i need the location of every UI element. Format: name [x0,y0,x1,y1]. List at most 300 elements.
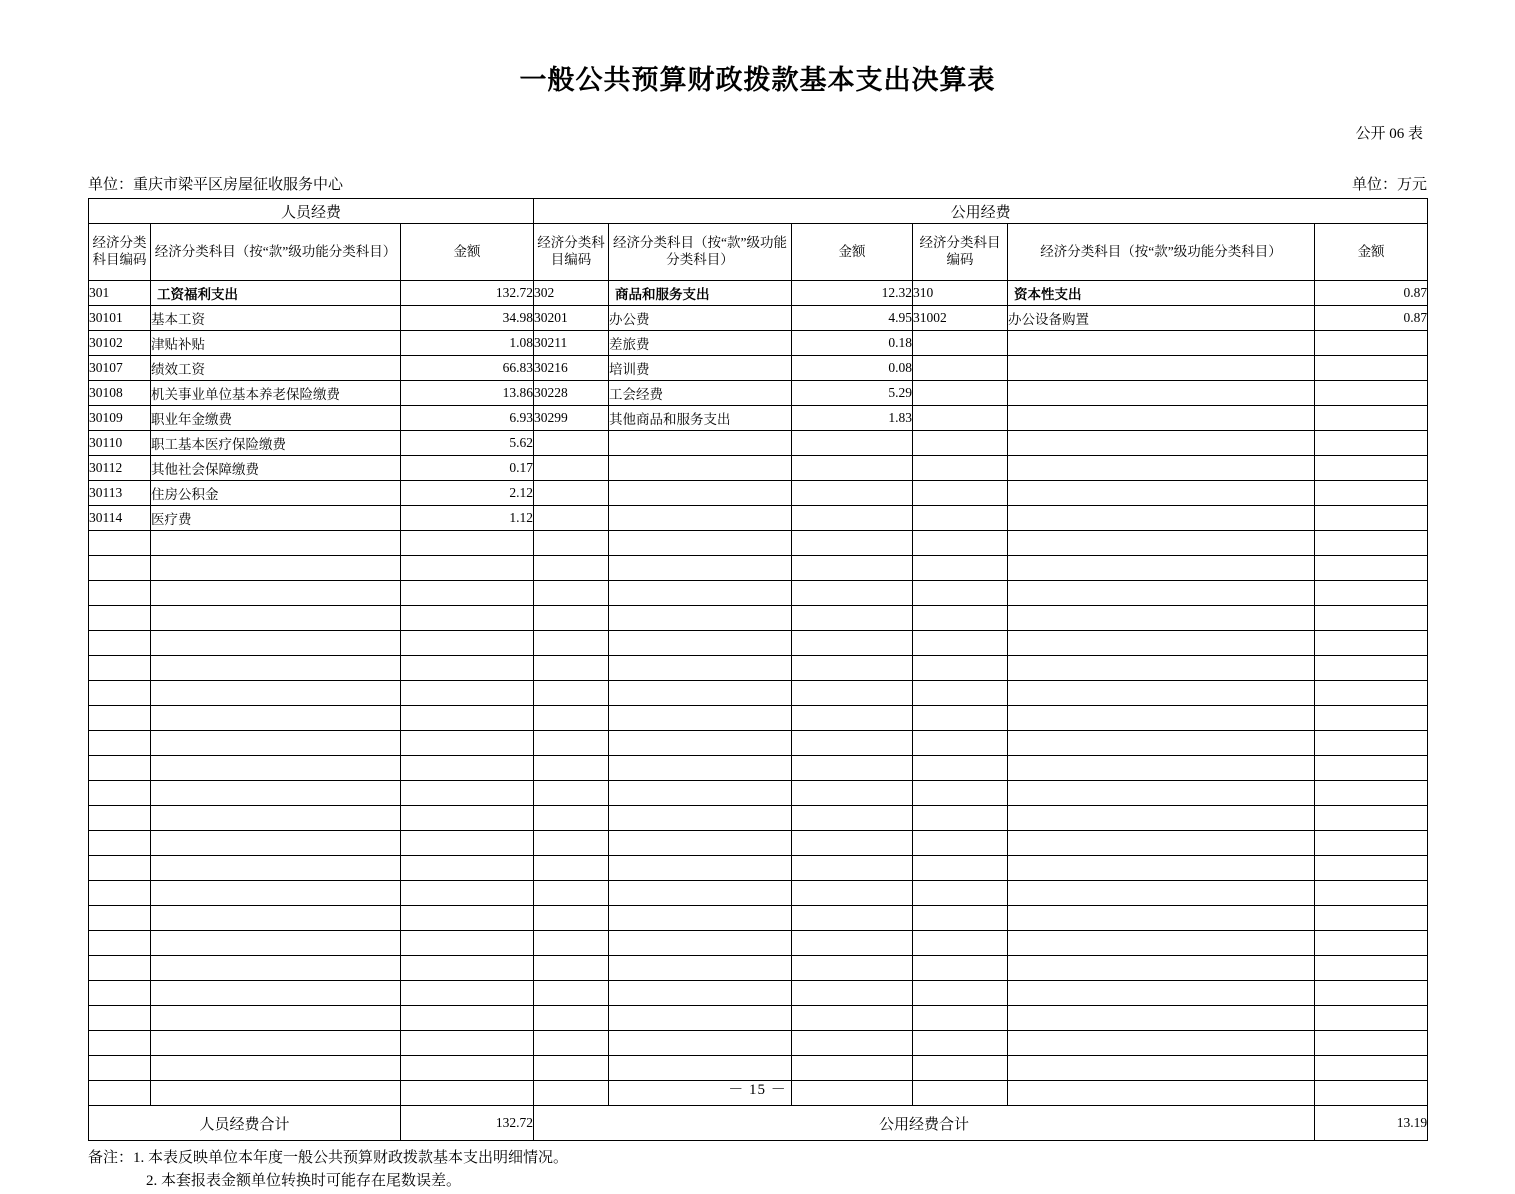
cell-public-a-amount [792,581,913,606]
cell-personnel-code: 30101 [89,306,151,331]
cell-public-b-code [913,556,1008,581]
cell-public-a-code [534,956,609,981]
cell-public-b-amount [1315,756,1428,781]
cell-public-b-name [1008,606,1315,631]
cell-public-a-amount [792,956,913,981]
form-code: 公开 06 表 [1355,126,1423,142]
header-amount-1: 金额 [401,224,534,281]
cell-public-b-amount [1315,1006,1428,1031]
amount-unit-label: 单位：万元 [1351,177,1427,193]
cell-public-b-code [913,806,1008,831]
cell-personnel-name [151,856,401,881]
cell-public-a-name [609,806,792,831]
cell-personnel-amount [401,556,534,581]
cell-public-b-code: 31002 [913,306,1008,331]
cell-public-b-amount [1315,406,1428,431]
cell-public-a-amount: 0.08 [792,356,913,381]
cell-personnel-name [151,906,401,931]
cell-public-a-code [534,456,609,481]
cell-public-a-name [609,781,792,806]
cell-personnel-code [89,806,151,831]
cell-public-b-name [1008,781,1315,806]
cell-personnel-amount [401,856,534,881]
cell-public-a-code [534,1031,609,1056]
cell-personnel-code [89,1006,151,1031]
table-row [89,281,1428,306]
cell-personnel-name [151,1056,401,1081]
cell-public-a-code [534,756,609,781]
cell-public-b-amount [1315,631,1428,656]
cell-public-a-name [609,831,792,856]
table-row [89,1031,1428,1056]
cell-personnel-amount [401,681,534,706]
group-header-personnel: 人员经费 [89,199,534,224]
cell-public-a-code [534,856,609,881]
table-row [89,831,1428,856]
cell-public-b-amount [1315,956,1428,981]
cell-personnel-name [151,731,401,756]
cell-personnel-code [89,1056,151,1081]
cell-personnel-code [89,656,151,681]
cell-public-b-name [1008,531,1315,556]
cell-public-b-amount: 0.87 [1315,281,1428,306]
cell-public-b-amount [1315,431,1428,456]
cell-personnel-name [151,881,401,906]
cell-personnel-code [89,556,151,581]
table-row [89,731,1428,756]
cell-public-a-amount [792,456,913,481]
cell-personnel-code [89,756,151,781]
cell-public-b-name [1008,1056,1315,1081]
cell-personnel-code [89,631,151,656]
cell-public-b-name [1008,381,1315,406]
table-row [89,706,1428,731]
table-row [89,856,1428,881]
table-row [89,631,1428,656]
cell-public-b-amount [1315,831,1428,856]
cell-public-b-amount [1315,856,1428,881]
cell-personnel-amount [401,1006,534,1031]
cell-public-b-amount [1315,506,1428,531]
table-row [89,1056,1428,1081]
group-header-row [89,199,1428,224]
header-code-2: 经济分类科目编码 [534,224,609,281]
cell-public-a-name [609,556,792,581]
cell-personnel-amount [401,906,534,931]
cell-personnel-code: 30108 [89,381,151,406]
page-title: 一般公共预算财政拨款基本支出决算表 [519,65,996,95]
cell-public-b-amount [1315,1056,1428,1081]
cell-personnel-amount: 6.93 [401,406,534,431]
cell-public-b-amount [1315,606,1428,631]
cell-personnel-code [89,781,151,806]
cell-personnel-code [89,956,151,981]
cell-public-a-name [609,706,792,731]
cell-public-b-amount [1315,656,1428,681]
cell-public-a-name: 其他商品和服务支出 [609,406,792,431]
table-row [89,406,1428,431]
cell-public-b-code [913,331,1008,356]
cell-public-a-amount [792,831,913,856]
cell-public-a-code [534,431,609,456]
cell-public-b-amount [1315,881,1428,906]
cell-personnel-name [151,606,401,631]
cell-public-a-code [534,731,609,756]
cell-personnel-amount: 5.62 [401,431,534,456]
cell-public-b-code [913,681,1008,706]
cell-public-a-code [534,656,609,681]
cell-personnel-name: 住房公积金 [151,481,401,506]
cell-public-b-code [913,656,1008,681]
table-row [89,1006,1428,1031]
cell-public-a-name [609,931,792,956]
cell-public-b-amount [1315,706,1428,731]
note-line-1: 备注：1. 本表反映单位本年度一般公共预算财政拨款基本支出明细情况。 [88,1150,569,1166]
table-row [89,906,1428,931]
cell-public-a-code [534,606,609,631]
table-row [89,331,1428,356]
meta-row [88,173,1427,194]
cell-personnel-name [151,581,401,606]
table-row [89,506,1428,531]
cell-public-b-name [1008,631,1315,656]
cell-public-a-name [609,506,792,531]
cell-public-a-amount [792,631,913,656]
cell-personnel-amount: 1.12 [401,506,534,531]
cell-public-a-code [534,631,609,656]
cell-public-b-name [1008,506,1315,531]
cell-public-b-amount [1315,581,1428,606]
cell-public-a-name [609,756,792,781]
header-code-1: 经济分类科目编码 [89,224,151,281]
cell-public-a-code: 30299 [534,406,609,431]
cell-public-a-code: 30211 [534,331,609,356]
table-row [89,881,1428,906]
cell-personnel-name: 基本工资 [151,306,401,331]
total-label-public: 公用经费合计 [534,1106,1315,1141]
group-header-public: 公用经费 [534,199,1428,224]
cell-public-a-code [534,906,609,931]
table-row [89,931,1428,956]
cell-public-b-amount [1315,781,1428,806]
cell-public-b-name [1008,406,1315,431]
cell-public-b-amount [1315,381,1428,406]
cell-public-a-name: 培训费 [609,356,792,381]
cell-public-a-name [609,731,792,756]
cell-public-a-code [534,806,609,831]
cell-public-b-name: 办公设备购置 [1008,306,1315,331]
cell-personnel-code [89,706,151,731]
cell-public-b-code [913,906,1008,931]
cell-public-b-code [913,781,1008,806]
cell-personnel-amount [401,881,534,906]
cell-public-b-code [913,856,1008,881]
cell-personnel-code: 30113 [89,481,151,506]
note-line-2: 2. 本套报表金额单位转换时可能存在尾数误差。 [146,1173,462,1190]
table-row [89,581,1428,606]
table-row [89,356,1428,381]
cell-personnel-code [89,731,151,756]
cell-public-b-amount [1315,481,1428,506]
cell-personnel-amount [401,781,534,806]
cell-personnel-name [151,681,401,706]
cell-public-a-code [534,1056,609,1081]
cell-public-a-amount [792,856,913,881]
cell-personnel-code: 30114 [89,506,151,531]
notes-block [88,1147,1427,1194]
cell-personnel-code: 301 [89,281,151,306]
cell-personnel-amount [401,581,534,606]
cell-public-a-name [609,606,792,631]
header-name-1: 经济分类科目（按“款”级功能分类科目） [151,224,401,281]
table-row [89,981,1428,1006]
cell-public-b-code [913,631,1008,656]
cell-public-a-amount [792,706,913,731]
cell-personnel-amount [401,981,534,1006]
cell-public-b-amount [1315,981,1428,1006]
cell-personnel-code [89,831,151,856]
header-name-3: 经济分类科目（按“款”级功能分类科目） [1008,224,1315,281]
cell-public-b-name [1008,756,1315,781]
cell-public-a-name [609,656,792,681]
cell-personnel-amount [401,706,534,731]
document-page [0,58,1515,1190]
cell-public-a-name: 差旅费 [609,331,792,356]
table-row [89,956,1428,981]
cell-personnel-name [151,831,401,856]
cell-personnel-amount [401,1056,534,1081]
cell-public-a-amount [792,756,913,781]
cell-public-a-amount [792,781,913,806]
cell-public-a-code: 302 [534,281,609,306]
cell-public-b-code [913,406,1008,431]
cell-personnel-amount [401,956,534,981]
cell-personnel-amount [401,631,534,656]
cell-public-b-name [1008,1006,1315,1031]
cell-public-a-amount [792,531,913,556]
cell-personnel-name: 津贴补贴 [151,331,401,356]
cell-public-a-amount: 12.32 [792,281,913,306]
cell-public-b-name [1008,481,1315,506]
cell-public-a-name [609,481,792,506]
cell-public-a-code [534,531,609,556]
table-row [89,756,1428,781]
cell-personnel-name [151,781,401,806]
cell-personnel-name: 工资福利支出 [151,281,401,306]
cell-public-b-code [913,881,1008,906]
cell-public-b-name [1008,356,1315,381]
cell-public-a-name [609,1006,792,1031]
cell-public-b-amount [1315,331,1428,356]
cell-personnel-amount: 34.98 [401,306,534,331]
cell-public-b-amount [1315,731,1428,756]
cell-public-b-name [1008,981,1315,1006]
cell-public-b-code [913,1056,1008,1081]
table-row [89,781,1428,806]
cell-personnel-amount: 1.08 [401,331,534,356]
cell-public-a-code: 30201 [534,306,609,331]
table-row [89,456,1428,481]
table-row [89,431,1428,456]
cell-personnel-name [151,931,401,956]
table-row [89,481,1428,506]
cell-public-b-code [913,981,1008,1006]
cell-public-b-name [1008,831,1315,856]
cell-personnel-name: 机关事业单位基本养老保险缴费 [151,381,401,406]
cell-personnel-amount [401,731,534,756]
cell-public-b-code [913,356,1008,381]
page-number: － 15 － [728,1082,787,1098]
table-row [89,681,1428,706]
cell-public-a-code [534,1006,609,1031]
cell-public-a-name [609,956,792,981]
budget-table [88,198,1428,1141]
cell-public-b-name [1008,581,1315,606]
cell-public-b-code [913,381,1008,406]
cell-public-b-name [1008,681,1315,706]
table-row [89,656,1428,681]
cell-public-a-code [534,831,609,856]
cell-personnel-name [151,556,401,581]
cell-personnel-amount [401,806,534,831]
cell-personnel-name [151,706,401,731]
cell-public-a-name [609,1056,792,1081]
cell-personnel-amount: 0.17 [401,456,534,481]
cell-public-b-code [913,1031,1008,1056]
table-row [89,606,1428,631]
cell-personnel-code [89,931,151,956]
cell-public-a-amount [792,981,913,1006]
cell-personnel-code: 30107 [89,356,151,381]
total-label-personnel: 人员经费合计 [89,1106,401,1141]
unit-label: 单位：重庆市梁平区房屋征收服务中心 [88,177,344,193]
cell-public-a-amount [792,881,913,906]
cell-public-a-name [609,531,792,556]
cell-public-b-code [913,831,1008,856]
cell-public-a-amount: 0.18 [792,331,913,356]
cell-public-a-code [534,931,609,956]
cell-public-b-code [913,956,1008,981]
cell-personnel-name [151,1006,401,1031]
cell-personnel-amount [401,1031,534,1056]
table-row [89,381,1428,406]
cell-personnel-name: 其他社会保障缴费 [151,456,401,481]
cell-public-a-code [534,981,609,1006]
cell-public-a-name [609,581,792,606]
cell-public-a-code [534,706,609,731]
header-amount-3: 金额 [1315,224,1428,281]
cell-personnel-name: 职工基本医疗保险缴费 [151,431,401,456]
cell-public-b-amount [1315,531,1428,556]
header-code-3: 经济分类科目编码 [913,224,1008,281]
cell-public-b-code [913,506,1008,531]
cell-public-b-amount [1315,931,1428,956]
cell-personnel-name: 医疗费 [151,506,401,531]
cell-public-a-code: 30228 [534,381,609,406]
cell-public-b-amount [1315,681,1428,706]
cell-public-a-code [534,556,609,581]
cell-public-b-amount [1315,356,1428,381]
cell-public-b-name [1008,431,1315,456]
cell-personnel-code [89,531,151,556]
cell-personnel-code [89,856,151,881]
cell-public-a-name [609,456,792,481]
cell-personnel-amount [401,656,534,681]
cell-public-a-name [609,681,792,706]
cell-personnel-amount [401,606,534,631]
cell-public-b-code [913,731,1008,756]
cell-public-b-amount [1315,1031,1428,1056]
cell-public-b-name [1008,906,1315,931]
cell-public-b-amount [1315,556,1428,581]
cell-personnel-code [89,881,151,906]
cell-public-b-code [913,756,1008,781]
cell-personnel-name [151,981,401,1006]
cell-public-a-amount [792,1031,913,1056]
cell-public-a-code [534,881,609,906]
table-row [89,806,1428,831]
cell-public-a-code [534,781,609,806]
cell-public-a-amount [792,431,913,456]
cell-public-a-amount [792,556,913,581]
cell-public-b-name [1008,731,1315,756]
cell-public-b-code [913,456,1008,481]
cell-personnel-name: 职业年金缴费 [151,406,401,431]
cell-public-a-amount [792,806,913,831]
cell-public-a-code: 30216 [534,356,609,381]
cell-public-b-name [1008,706,1315,731]
cell-personnel-code [89,981,151,1006]
cell-public-a-code [534,481,609,506]
cell-personnel-code: 30112 [89,456,151,481]
cell-public-a-amount [792,731,913,756]
cell-public-b-name [1008,456,1315,481]
cell-personnel-amount [401,831,534,856]
table-row [89,531,1428,556]
cell-public-a-amount [792,1056,913,1081]
cell-public-b-code [913,431,1008,456]
cell-personnel-amount [401,931,534,956]
cell-personnel-amount: 13.86 [401,381,534,406]
cell-public-a-amount [792,681,913,706]
cell-public-a-code [534,681,609,706]
cell-public-b-name [1008,806,1315,831]
cell-public-b-code: 310 [913,281,1008,306]
cell-public-a-name: 商品和服务支出 [609,281,792,306]
table-row [89,556,1428,581]
cell-personnel-code [89,581,151,606]
cell-personnel-name [151,531,401,556]
cell-personnel-code: 30110 [89,431,151,456]
cell-public-a-name [609,631,792,656]
cell-public-a-amount [792,656,913,681]
cell-personnel-code [89,906,151,931]
cell-public-a-name [609,906,792,931]
cell-personnel-name [151,806,401,831]
cell-public-a-amount [792,506,913,531]
cell-public-b-name [1008,956,1315,981]
cell-public-b-name [1008,931,1315,956]
cell-public-a-name [609,981,792,1006]
cell-public-a-name [609,431,792,456]
cell-public-a-name [609,1031,792,1056]
cell-public-b-name [1008,331,1315,356]
cell-personnel-code [89,1031,151,1056]
cell-public-a-amount [792,481,913,506]
cell-personnel-code [89,606,151,631]
column-header-row [89,224,1428,281]
cell-public-b-name [1008,1031,1315,1056]
